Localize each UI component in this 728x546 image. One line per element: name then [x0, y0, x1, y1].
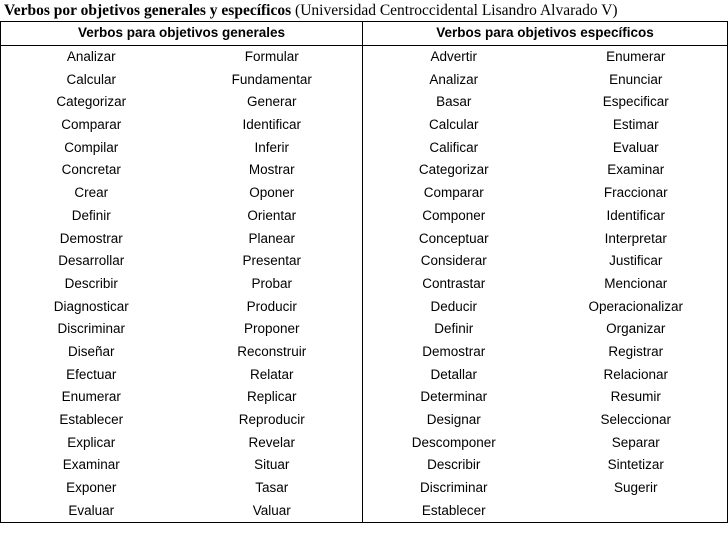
specific-verb-a-cell: Comparar	[363, 182, 545, 205]
table-row	[1, 250, 728, 273]
table-row	[1, 341, 728, 364]
general-verb-b-cell: Fundamentar	[182, 68, 363, 91]
general-verb-a-cell: Compilar	[1, 136, 182, 159]
table-row	[1, 159, 728, 182]
specific-verb-b-cell	[545, 499, 728, 522]
table-row	[1, 91, 728, 114]
specific-verb-b-cell: Separar	[545, 431, 728, 454]
title-bold: Verbos por objetivos generales y específicos	[4, 2, 292, 19]
specific-verb-b-cell: Mencionar	[545, 273, 728, 296]
general-verb-b-cell: Inferir	[182, 136, 363, 159]
specific-verb-b-cell: Examinar	[545, 159, 728, 182]
specific-verb-a-cell: Designar	[363, 409, 545, 432]
specific-verb-a-cell: Establecer	[363, 499, 545, 522]
general-verb-b-cell: Valuar	[182, 499, 363, 522]
specific-verb-a-cell: Calcular	[363, 114, 545, 137]
general-verb-b-cell: Replicar	[182, 386, 363, 409]
general-verb-a-cell: Enumerar	[1, 386, 182, 409]
table-row	[1, 318, 728, 341]
general-verb-b-cell: Tasar	[182, 477, 363, 500]
general-verb-b-cell: Oponer	[182, 182, 363, 205]
specific-verb-b-cell: Sugerir	[545, 477, 728, 500]
specific-verb-b-cell: Fraccionar	[545, 182, 728, 205]
specific-verb-b-cell: Seleccionar	[545, 409, 728, 432]
table-row	[1, 409, 728, 432]
specific-verb-b-cell: Especificar	[545, 91, 728, 114]
table-row	[1, 45, 728, 68]
specific-verb-a-cell: Detallar	[363, 363, 545, 386]
general-verb-a-cell: Analizar	[1, 45, 182, 68]
general-verb-a-cell: Examinar	[1, 454, 182, 477]
general-verb-a-cell: Discriminar	[1, 318, 182, 341]
general-verb-b-cell: Revelar	[182, 431, 363, 454]
title-source: (Universidad Centroccidental Lisandro Alvarado V)	[291, 2, 618, 19]
general-verb-b-cell: Generar	[182, 91, 363, 114]
specific-verb-b-cell: Relacionar	[545, 363, 728, 386]
table-row	[1, 477, 728, 500]
general-verb-a-cell: Calcular	[1, 68, 182, 91]
general-verb-b-cell: Producir	[182, 295, 363, 318]
general-verb-b-cell: Relatar	[182, 363, 363, 386]
specific-verb-a-cell: Categorizar	[363, 159, 545, 182]
specific-verb-a-cell: Deducir	[363, 295, 545, 318]
header-specific-objectives: Verbos para objetivos específicos	[363, 22, 728, 46]
general-verb-a-cell: Desarrollar	[1, 250, 182, 273]
general-verb-a-cell: Categorizar	[1, 91, 182, 114]
document-title	[4, 1, 726, 21]
general-verb-a-cell: Efectuar	[1, 363, 182, 386]
general-verb-b-cell: Presentar	[182, 250, 363, 273]
general-verb-b-cell: Proponer	[182, 318, 363, 341]
specific-verb-a-cell: Definir	[363, 318, 545, 341]
specific-verb-a-cell: Componer	[363, 205, 545, 228]
specific-verb-b-cell: Justificar	[545, 250, 728, 273]
table-row	[1, 431, 728, 454]
specific-verb-a-cell: Demostrar	[363, 341, 545, 364]
general-verb-b-cell: Situar	[182, 454, 363, 477]
specific-verb-a-cell: Advertir	[363, 45, 545, 68]
table-row	[1, 499, 728, 522]
specific-verb-a-cell: Considerar	[363, 250, 545, 273]
specific-verb-b-cell: Registrar	[545, 341, 728, 364]
general-verb-a-cell: Diagnosticar	[1, 295, 182, 318]
general-verb-b-cell: Formular	[182, 45, 363, 68]
general-verb-a-cell: Diseñar	[1, 341, 182, 364]
general-verb-a-cell: Exponer	[1, 477, 182, 500]
general-verb-b-cell: Mostrar	[182, 159, 363, 182]
table-row	[1, 454, 728, 477]
specific-verb-a-cell: Determinar	[363, 386, 545, 409]
general-verb-a-cell: Comparar	[1, 114, 182, 137]
table-row	[1, 136, 728, 159]
general-verb-b-cell: Reconstruir	[182, 341, 363, 364]
table-row	[1, 273, 728, 296]
table-row	[1, 386, 728, 409]
table-row	[1, 295, 728, 318]
table-header-row	[1, 22, 728, 46]
general-verb-a-cell: Crear	[1, 182, 182, 205]
specific-verb-b-cell: Identificar	[545, 205, 728, 228]
general-verb-a-cell: Concretar	[1, 159, 182, 182]
table-row	[1, 182, 728, 205]
specific-verb-b-cell: Interpretar	[545, 227, 728, 250]
general-verb-b-cell: Reproducir	[182, 409, 363, 432]
specific-verb-b-cell: Evaluar	[545, 136, 728, 159]
general-verb-b-cell: Orientar	[182, 205, 363, 228]
specific-verb-a-cell: Analizar	[363, 68, 545, 91]
general-verb-a-cell: Describir	[1, 273, 182, 296]
general-verb-a-cell: Evaluar	[1, 499, 182, 522]
table-row	[1, 114, 728, 137]
header-general-objectives: Verbos para objetivos generales	[1, 22, 363, 46]
specific-verb-a-cell: Calificar	[363, 136, 545, 159]
specific-verb-a-cell: Contrastar	[363, 273, 545, 296]
specific-verb-b-cell: Enumerar	[545, 45, 728, 68]
verbs-table	[0, 21, 728, 523]
table-body	[1, 45, 728, 522]
specific-verb-b-cell: Operacionalizar	[545, 295, 728, 318]
specific-verb-a-cell: Descomponer	[363, 431, 545, 454]
general-verb-a-cell: Demostrar	[1, 227, 182, 250]
specific-verb-b-cell: Enunciar	[545, 68, 728, 91]
general-verb-b-cell: Probar	[182, 273, 363, 296]
specific-verb-a-cell: Conceptuar	[363, 227, 545, 250]
table-row	[1, 363, 728, 386]
specific-verb-a-cell: Basar	[363, 91, 545, 114]
specific-verb-a-cell: Describir	[363, 454, 545, 477]
specific-verb-a-cell: Discriminar	[363, 477, 545, 500]
table-row	[1, 227, 728, 250]
general-verb-b-cell: Planear	[182, 227, 363, 250]
general-verb-b-cell: Identificar	[182, 114, 363, 137]
specific-verb-b-cell: Estimar	[545, 114, 728, 137]
general-verb-a-cell: Definir	[1, 205, 182, 228]
specific-verb-b-cell: Resumir	[545, 386, 728, 409]
general-verb-a-cell: Explicar	[1, 431, 182, 454]
table-row	[1, 205, 728, 228]
table-row	[1, 68, 728, 91]
specific-verb-b-cell: Organizar	[545, 318, 728, 341]
general-verb-a-cell: Establecer	[1, 409, 182, 432]
specific-verb-b-cell: Sintetizar	[545, 454, 728, 477]
